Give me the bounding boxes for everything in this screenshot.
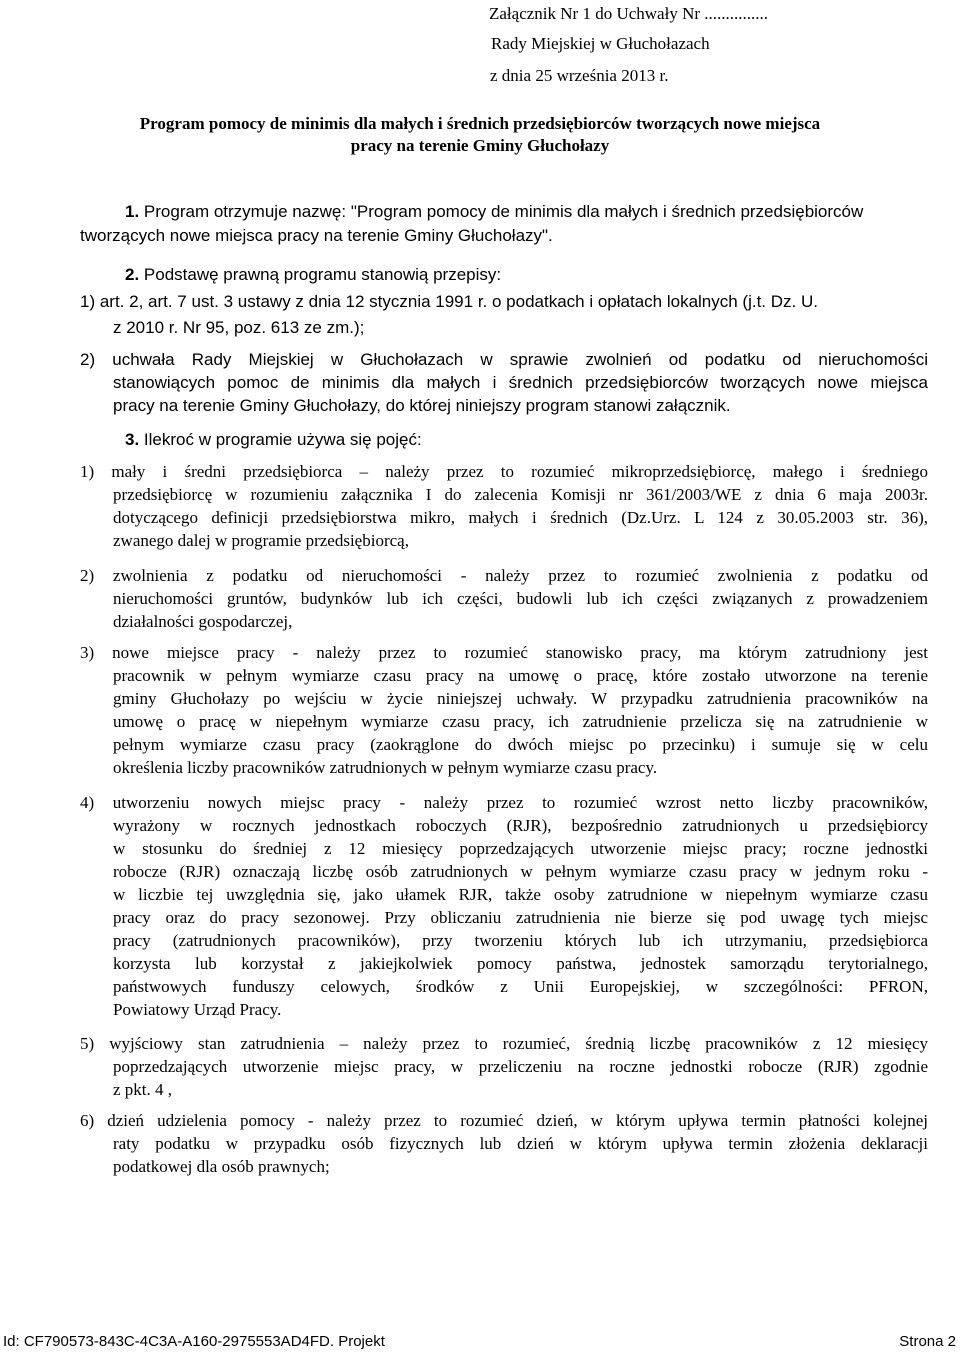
definition-5-line3: z pkt. 4 , bbox=[113, 1080, 173, 1099]
definition-4-line2: wyrażony w rocznych jednostkach roboczych (RJR), bezpośrednio zatrudnionych u przedsiębiorcy bbox=[113, 816, 928, 835]
section-1-text-line2: tworzących nowe miejsca pracy na terenie Gminy Głuchołazy". bbox=[80, 226, 553, 245]
definition-4-line3: w stosunku do średniej z 12 miesięcy poprzedzających utworzenie miejsc pracy; roczne jednostki bbox=[113, 839, 928, 858]
definition-2-line3: działalności gospodarczej, bbox=[113, 612, 293, 631]
definition-4-line8: korzysta lub korzystał z jakiejkolwiek pomocy państwa, jednostek samorządu terytorialnego, bbox=[113, 954, 928, 973]
definition-3-line2: pracownik w pełnym wymiarze czasu pracy na umowę o pracę, które zostało utworzone na terenie bbox=[113, 666, 928, 685]
definition-4-line9: państwowych funduszy celowych, środków z Unii Europejskiej, w szczególności: PFRON, bbox=[113, 977, 928, 996]
section-2-item2-line2: stanowiących pomoc de minimis dla małych i średnich przedsiębiorców tworzących nowe miejsca bbox=[113, 373, 928, 392]
definition-2-line2: nieruchomości gruntów, budynków lub ich części, budowli lub ich części związanych z prowadzeniem bbox=[113, 589, 928, 608]
definition-5-line2: poprzedzających utworzenie miejsc pracy, w przeliczeniu na roczne jednostki robocze (RJR) zgodnie bbox=[113, 1057, 928, 1076]
definition-4-line4: robocze (RJR) oznaczają liczbę osób zatrudnionych w pełnym wymiarze czasu pracy w jednym roku - bbox=[113, 862, 928, 881]
definition-4-line7: pracy (zatrudnionych pracowników), przy tworzeniu których lub ich utrzymaniu, przedsiębiorca bbox=[113, 931, 928, 950]
definition-6-line1: 6) dzień udzielenia pomocy - należy przez to rozumieć dzień, w którym upływa termin płatności kolejnej bbox=[80, 1111, 928, 1130]
section-2-item1-line2: z 2010 r. Nr 95, poz. 613 ze zm.); bbox=[113, 318, 365, 337]
definition-1-line3: dotyczącego definicji przedsiębiorstwa mikro, małych i średnich (Dz.Urz. L 124 z 30.05.2003 str. 36), bbox=[113, 508, 928, 527]
definition-2-line1: 2) zwolnienia z podatku od nieruchomości - należy przez to rozumieć zwolnienia z podatku od bbox=[80, 566, 928, 585]
section-2-item2-line1: 2) uchwała Rady Miejskiej w Głuchołazach w sprawie zwolnień od podatku od nieruchomości bbox=[80, 350, 928, 369]
definition-1-line4: zwanego dalej w programie przedsiębiorcą, bbox=[113, 531, 409, 550]
definition-4-line10: Powiatowy Urząd Pracy. bbox=[113, 1000, 282, 1019]
section-2-item2-line3: pracy na terenie Gminy Głuchołazy, do której niniejszy program stanowi załącznik. bbox=[113, 396, 731, 415]
section-2-item1-line1: 1) art. 2, art. 7 ust. 3 ustawy z dnia 12 stycznia 1991 r. o podatkach i opłatach lokalnych (j.t. Dz. U. bbox=[80, 292, 818, 311]
definition-3-line6: określenia liczby pracowników zatrudnionych w pełnym wymiarze czasu pracy. bbox=[113, 758, 658, 777]
footer-document-id: Id: CF790573-843C-4C3A-A160-2975553AD4FD. Projekt bbox=[3, 1333, 385, 1350]
document-title-line2: pracy na terenie Gminy Głuchołazy bbox=[350, 136, 610, 155]
definition-1-line2: przedsiębiorcę w rozumieniu załącznika I do zalecenia Komisji nr 361/2003/WE z dnia 6 maja 2003r. bbox=[113, 485, 928, 504]
section-2-number: 2. bbox=[125, 265, 140, 284]
header-date: z dnia 25 września 2013 r. bbox=[490, 66, 669, 85]
definition-4-line5: w liczbie tej uwzględnia się, jako ułamek RJR, także osoby zatrudnione w niepełnym wymiarze czasu bbox=[113, 885, 928, 904]
section-1 bbox=[125, 202, 863, 222]
definition-3-line3: gminy Głuchołazy po wejściu w życie niniejszej uchwały. W przypadku zatrudnienia pracowników na bbox=[113, 689, 928, 708]
definition-3-line1: 3) nowe miejsce pracy - należy przez to rozumieć stanowisko pracy, ma którym zatrudniony jest bbox=[80, 643, 928, 662]
section-1-number: 1. bbox=[125, 202, 140, 221]
section-3-number: 3. bbox=[125, 430, 140, 449]
definition-3-line4: umowę o pracę w niepełnym wymiarze czasu pracy, ich zatrudnienie przelicza się na zatrudnienie w bbox=[113, 712, 928, 731]
header-annex: Załącznik Nr 1 do Uchwały Nr ............... bbox=[489, 4, 769, 23]
definition-1-line1: 1) mały i średni przedsiębiorca – należy przez to rozumieć mikroprzedsiębiorcę, małego i średniego bbox=[80, 462, 928, 481]
definition-4-line6: pracy oraz do pracy sezonowej. Przy obliczaniu zatrudnienia nie bierze się pod uwagę tych miejsc bbox=[113, 908, 928, 927]
section-1-text-line1: Program otrzymuje nazwę: "Program pomocy de minimis dla małych i średnich przedsiębiorców bbox=[143, 202, 864, 221]
definition-6-line2: raty podatku w przypadku osób fizycznych lub dzień w którym upływa termin złożenia deklaracji bbox=[113, 1134, 928, 1153]
definition-5-line1: 5) wyjściowy stan zatrudnienia – należy przez to rozumieć, średnią liczbę pracowników z 12 miesięcy bbox=[80, 1034, 928, 1053]
section-2 bbox=[125, 265, 501, 285]
section-3-intro: Ilekroć w programie używa się pojęć: bbox=[143, 430, 422, 449]
header-council: Rady Miejskiej w Głuchołazach bbox=[491, 34, 710, 53]
definition-3-line5: pełnym wymiarze czasu pracy (zaokrąglone do dwóch miejsc po przecinku) i sumuje się w celu bbox=[113, 735, 928, 754]
document-title-line1: Program pomocy de minimis dla małych i średnich przedsiębiorców tworzących nowe miejsca bbox=[139, 114, 821, 133]
definition-6-line3: podatkowej dla osób prawnych; bbox=[113, 1157, 330, 1176]
section-3 bbox=[125, 430, 422, 450]
section-2-intro: Podstawę prawną programu stanowią przepisy: bbox=[143, 265, 502, 284]
footer-page-number: Strona 2 bbox=[899, 1333, 956, 1350]
definition-4-line1: 4) utworzeniu nowych miejsc pracy - należy przez to rozumieć wzrost netto liczby pracowników, bbox=[80, 793, 928, 812]
